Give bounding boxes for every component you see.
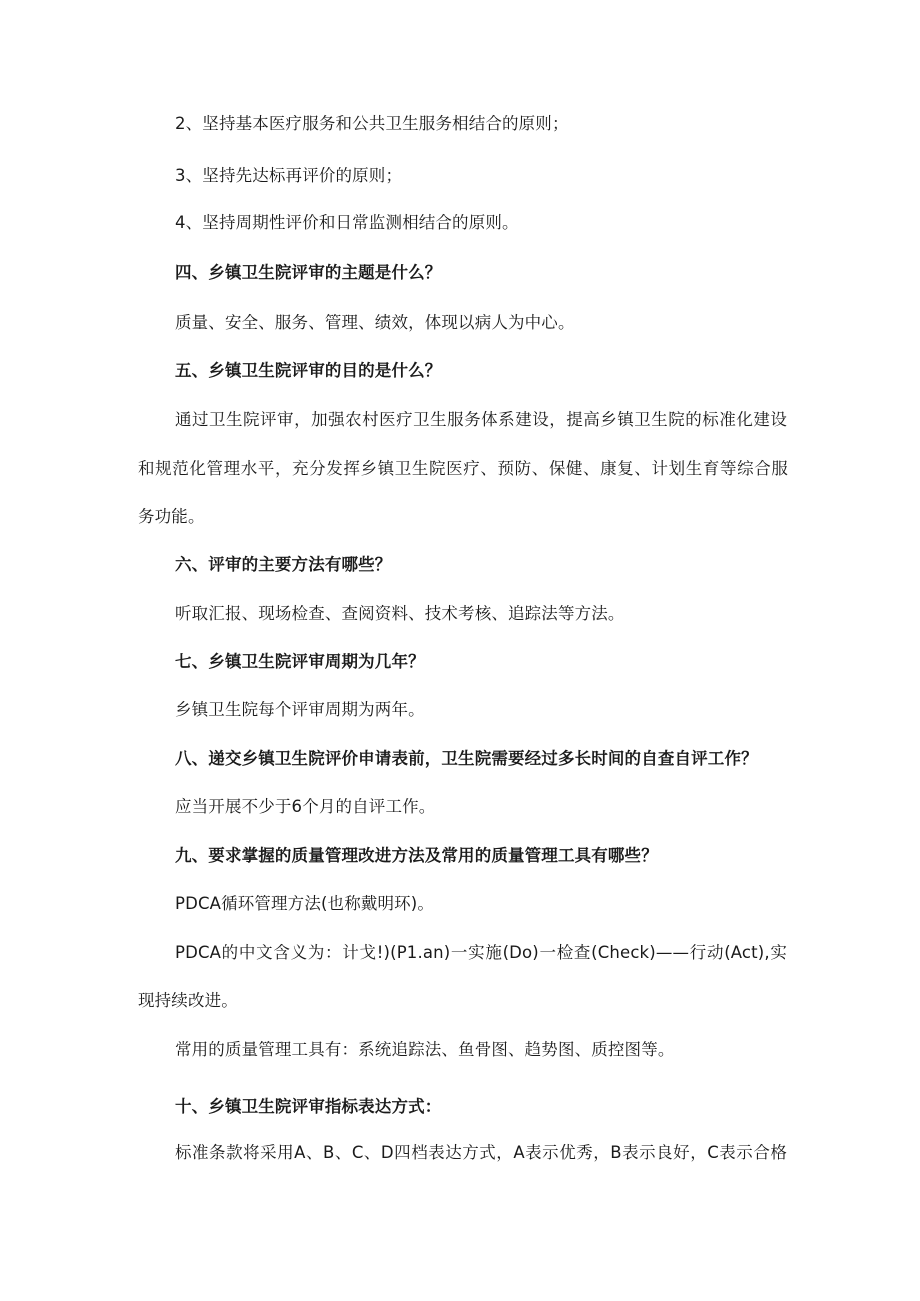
principle-2: 2、坚持基本医疗服务和公共卫生服务相结合的原则； — [175, 114, 569, 133]
principle-4: 4、坚持周期性评价和日常监测相结合的原则。 — [175, 213, 519, 232]
principle-3: 3、坚持先达标再评价的原则； — [175, 166, 403, 185]
answer-6: 听取汇报、现场检查、查阅资料、技术考核、追踪法等方法。 — [175, 604, 625, 623]
answer-7: 乡镇卫生院每个评审周期为两年。 — [175, 700, 425, 719]
heading-5: 五、乡镇卫生院评审的目的是什么？ — [175, 361, 442, 380]
answer-9-line-4: 常用的质量管理工具有：系统追踪法、鱼骨图、趋势图、质控图等。 — [175, 1040, 675, 1059]
answer-10-line-1: 标准条款将采用A、B、C、D四档表达方式，A表示优秀，B表示良好，C表示合格 — [175, 1143, 787, 1162]
heading-9: 九、要求掌握的质量管理改进方法及常用的质量管理工具有哪些？ — [175, 846, 658, 865]
answer-9-line-2: PDCA的中文含义为：计戈!)(P1.an)一实施(Do)一检查(Check)——行动(Act),实 — [175, 943, 787, 962]
heading-6: 六、评审的主要方法有哪些？ — [175, 555, 392, 574]
heading-4: 四、乡镇卫生院评审的主题是什么？ — [175, 263, 442, 282]
answer-5-line-1: 通过卫生院评审，加强农村医疗卫生服务体系建设，提高乡镇卫生院的标准化建设 — [175, 410, 787, 429]
answer-8: 应当开展不少于6个月的自评工作。 — [175, 797, 436, 816]
answer-5-line-2: 和规范化管理水平，充分发挥乡镇卫生院医疗、预防、保健、康复、计划生育等综合服 — [138, 459, 788, 478]
answer-9-line-1: PDCA循环管理方法(也称戴明环)。 — [175, 894, 435, 913]
answer-4: 质量、安全、服务、管理、绩效，体现以病人为中心。 — [175, 313, 575, 332]
answer-5-line-3: 务功能。 — [138, 507, 205, 526]
heading-8: 八、递交乡镇卫生院评价申请表前，卫生院需要经过多长时间的自查自评工作？ — [175, 749, 758, 768]
heading-7: 七、乡镇卫生院评审周期为几年？ — [175, 652, 425, 671]
answer-9-line-3: 现持续改进。 — [138, 991, 238, 1010]
heading-10: 十、乡镇卫生院评审指标表达方式： — [175, 1097, 442, 1116]
